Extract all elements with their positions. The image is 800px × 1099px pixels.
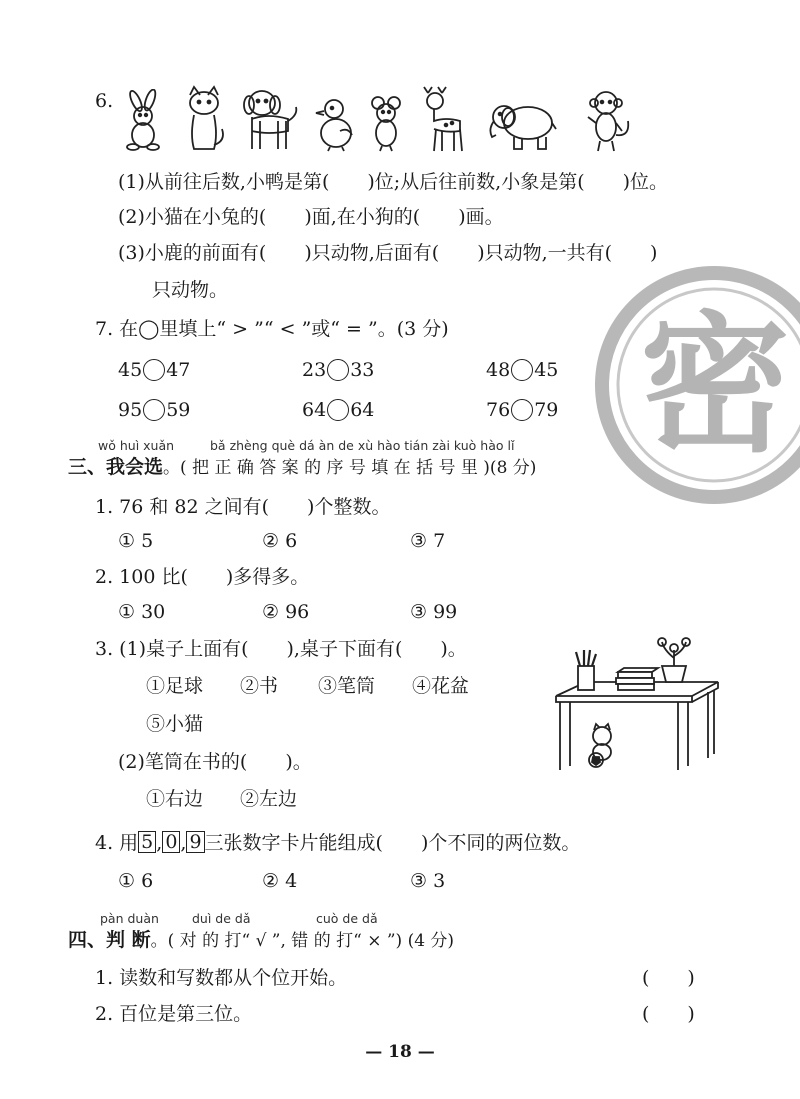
section4-right-pinyin: duì de dǎ [192,911,251,926]
page-number: — 18 — [365,1042,435,1062]
compare-item [118,399,190,421]
compare-item [118,359,190,381]
section3-instruction-pinyin: bǎ zhèng què dá àn de xù hào tián zài kuò hào lǐ [210,438,515,453]
compare-item [486,359,558,381]
compare-left: 64 [302,399,327,421]
q6-part3-continued: 只动物。 [152,279,229,301]
section4-title [68,931,454,950]
s3-q2-option-1: ① 30 [118,601,166,623]
compare-left: 76 [486,399,511,421]
compare-right: 64 [350,399,375,421]
s3-q1-option-1: ① 5 [118,530,154,552]
s3-q2-option-3: ③ 99 [410,601,458,623]
section3-heading: 三、我会选 [68,456,164,478]
answer-circle[interactable] [327,399,349,421]
section3-instruction: 。( 把 正 确 答 案 的 序 号 填 在 括 号 里 )(8 分) [163,458,537,478]
section4-instruction: 。( 对 的 打“ √ ”, 错 的 打“ × ”) (4 分) [150,931,455,951]
monkey-icon [584,89,634,153]
compare-left: 45 [118,359,143,381]
s3-q3-stem: 3. (1)桌子上面有( ),桌子下面有( )。 [95,638,467,660]
compare-left: 23 [302,359,327,381]
table-illustration [552,636,722,772]
section4-wrong-pinyin: cuò de dǎ [316,911,378,926]
s3-q4-option-3: ③ 3 [410,870,446,892]
number-card: 9 [186,831,204,853]
number-card: 5 [138,831,156,853]
section4-title-pinyin: pàn duàn [100,911,159,926]
compare-item [302,359,374,381]
deer-icon [416,85,466,153]
s3-q3-option-1: ①足球 [146,675,204,697]
compare-right: 45 [534,359,559,381]
s3-q3-option-4: ④花盆 [412,675,470,697]
s3-q1-option-2: ② 6 [262,530,298,552]
stamp-character: 密 [639,299,790,473]
compare-left: 95 [118,399,143,421]
duck-icon [314,97,356,153]
s3-q2-option-2: ② 96 [262,601,310,623]
confidential-stamp [594,265,800,505]
mouse-icon [368,95,404,153]
s4-item-2: 2. 百位是第三位。 [95,1003,253,1025]
s3-q4-prefix: 4. 用 [95,832,139,854]
q6-part2: (2)小猫在小兔的( )面,在小狗的( )画。 [118,206,504,228]
s3-q3-sub2-option-1: ①右边 [146,788,204,810]
section3-title [68,458,536,477]
elephant-icon [486,99,558,151]
q7-title: 7. 在◯里填上“ > ”“ < ”或“ = ”。(3 分) [95,318,449,340]
s3-q4-option-2: ② 4 [262,870,298,892]
compare-right: 79 [534,399,559,421]
answer-circle[interactable] [511,359,533,381]
answer-circle[interactable] [143,359,165,381]
s3-q1-stem: 1. 76 和 82 之间有( )个整数。 [95,496,391,518]
s3-q4-option-1: ① 6 [118,870,154,892]
compare-left: 48 [486,359,511,381]
q6-number: 6. [95,90,114,112]
answer-circle[interactable] [143,399,165,421]
s3-q3-option-2: ②书 [240,675,279,697]
s3-q2-stem: 2. 100 比( )多得多。 [95,566,310,588]
rabbit-icon [118,89,168,151]
s3-q3-sub2: (2)笔筒在书的( )。 [118,751,312,773]
answer-circle[interactable] [511,399,533,421]
s3-q4-suffix: 三张数字卡片能组成( )个不同的两位数。 [204,832,581,854]
animal-row [118,85,638,155]
compare-item [302,399,374,421]
s3-q1-option-3: ③ 7 [410,530,446,552]
s4-item-1: 1. 读数和写数都从个位开始。 [95,967,348,989]
cat-icon [180,85,228,153]
s3-q3-option-5: ⑤小猫 [146,713,204,735]
number-card: 0 [162,831,180,853]
q6-part1: (1)从前往后数,小鸭是第( )位;从后往前数,小象是第( )位。 [118,171,669,193]
s3-q4-stem: 4. 用 5 , 0 , 9 三张数字卡片能组成( )个不同的两位数。 [95,831,581,854]
section4-heading: 四、判 断 [68,929,151,951]
section3-title-pinyin: wǒ huì xuǎn [98,438,175,453]
compare-right: 59 [166,399,191,421]
s3-q3-sub2-option-2: ②左边 [240,788,298,810]
s4-item-2-bracket[interactable]: ( ) [642,1003,695,1025]
s4-item-1-bracket[interactable]: ( ) [642,967,695,989]
q6-part3: (3)小鹿的前面有( )只动物,后面有( )只动物,一共有( ) [118,242,658,264]
answer-circle[interactable] [327,359,349,381]
s3-q3-option-3: ③笔筒 [318,675,376,697]
compare-item [486,399,558,421]
compare-right: 33 [350,359,375,381]
dog-icon [238,87,300,153]
compare-right: 47 [166,359,191,381]
